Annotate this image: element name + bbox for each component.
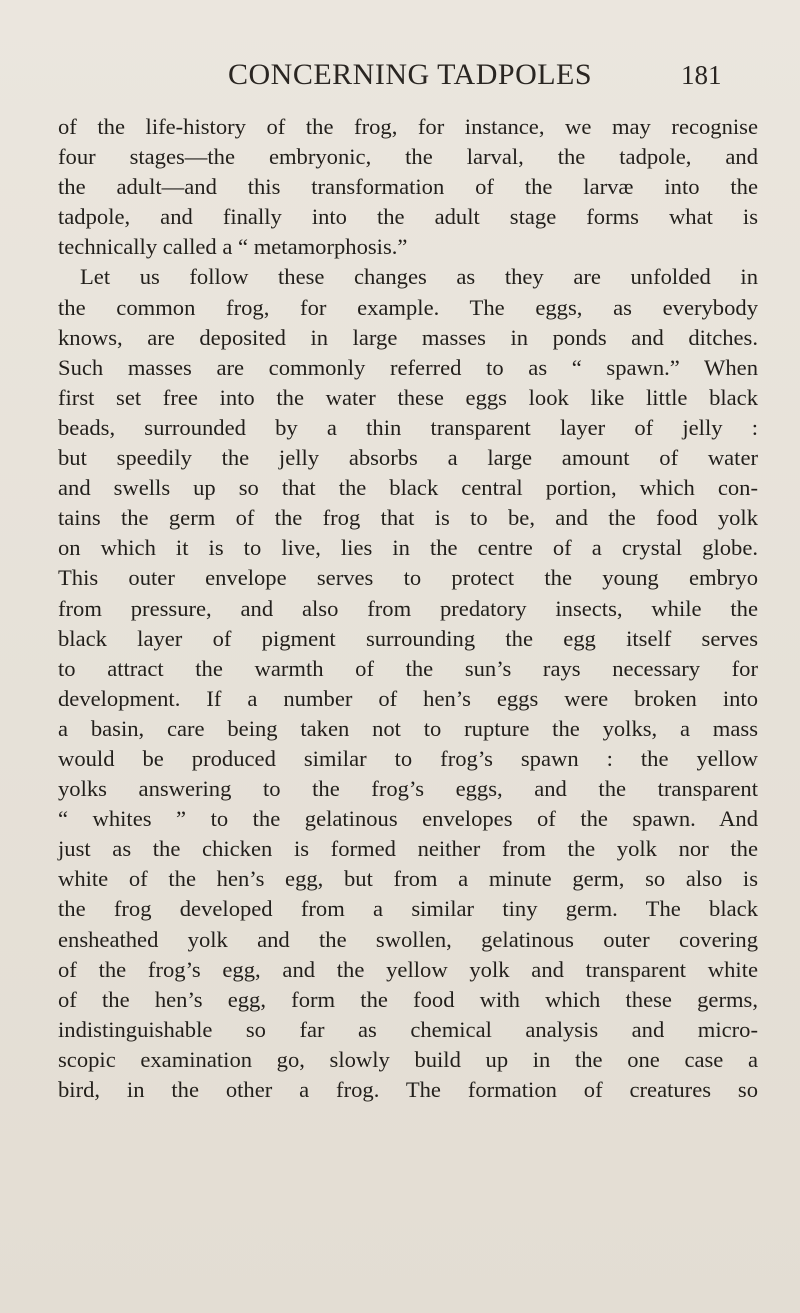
text-line: but speedily the jelly absorbs a large amount of water (58, 445, 758, 471)
text-line: just as the chicken is formed neither from the yolk nor the (58, 836, 758, 862)
text-line: the common frog, for example. The eggs, as everybody (58, 294, 758, 320)
text-line: This outer envelope serves to protect the young embryo (58, 565, 758, 591)
text-line: “ whites ” to the gelatinous envelopes of the spawn. And (58, 806, 758, 832)
text-line: four stages—the embryonic, the larval, the tadpole, and (58, 144, 758, 170)
text-line: tains the germ of the frog that is to be, and the food yolk (58, 505, 758, 531)
text-line: Let us follow these changes as they are unfolded in (80, 264, 758, 290)
text-line: to attract the warmth of the sun’s rays necessary for (58, 655, 758, 681)
chapter-title: CONCERNING TADPOLES (228, 58, 593, 91)
body-text (58, 112, 758, 1105)
text-line: white of the hen’s egg, but from a minute germ, so also is (58, 866, 758, 892)
text-line: Such masses are commonly referred to as “ spawn.” When (58, 354, 758, 380)
text-line: on which it is to live, lies in the centre of a crystal globe. (58, 535, 758, 561)
running-head (0, 58, 800, 98)
text-line: scopic examination go, slowly build up in the one case a (58, 1046, 758, 1072)
text-line: tadpole, and finally into the adult stage forms what is (58, 204, 758, 230)
page-number: 181 (681, 60, 722, 90)
text-line: a basin, care being taken not to rupture the yolks, a mass (58, 715, 758, 741)
text-line: bird, in the other a frog. The formation of creatures so (58, 1077, 758, 1102)
text-line: development. If a number of hen’s eggs were broken into (58, 685, 758, 711)
text-line: of the frog’s egg, and the yellow yolk and transparent white (58, 956, 758, 982)
text-line: first set free into the water these eggs look like little black (58, 384, 758, 410)
text-line: indistinguishable so far as chemical analysis and micro- (58, 1016, 758, 1042)
text-line: of the hen’s egg, form the food with which these germs, (58, 986, 758, 1012)
text-line: the adult—and this transformation of the larvæ into the (58, 174, 758, 200)
text-line: of the life-history of the frog, for instance, we may recognise (58, 114, 758, 139)
text-line: black layer of pigment surrounding the egg itself serves (58, 625, 758, 651)
text-line: technically called a “ metamorphosis.” (58, 234, 408, 260)
text-line: from pressure, and also from predatory insects, while the (58, 595, 758, 621)
text-line: knows, are deposited in large masses in ponds and ditches. (58, 324, 758, 350)
text-line: beads, surrounded by a thin transparent layer of jelly : (58, 414, 758, 440)
text-line: ensheathed yolk and the swollen, gelatinous outer covering (58, 926, 758, 952)
text-line: the frog developed from a similar tiny germ. The black (58, 896, 758, 922)
text-line: would be produced similar to frog’s spawn : the yellow (58, 745, 758, 771)
text-line: and swells up so that the black central portion, which con- (58, 475, 758, 501)
text-line: yolks answering to the frog’s eggs, and the transparent (58, 776, 758, 802)
